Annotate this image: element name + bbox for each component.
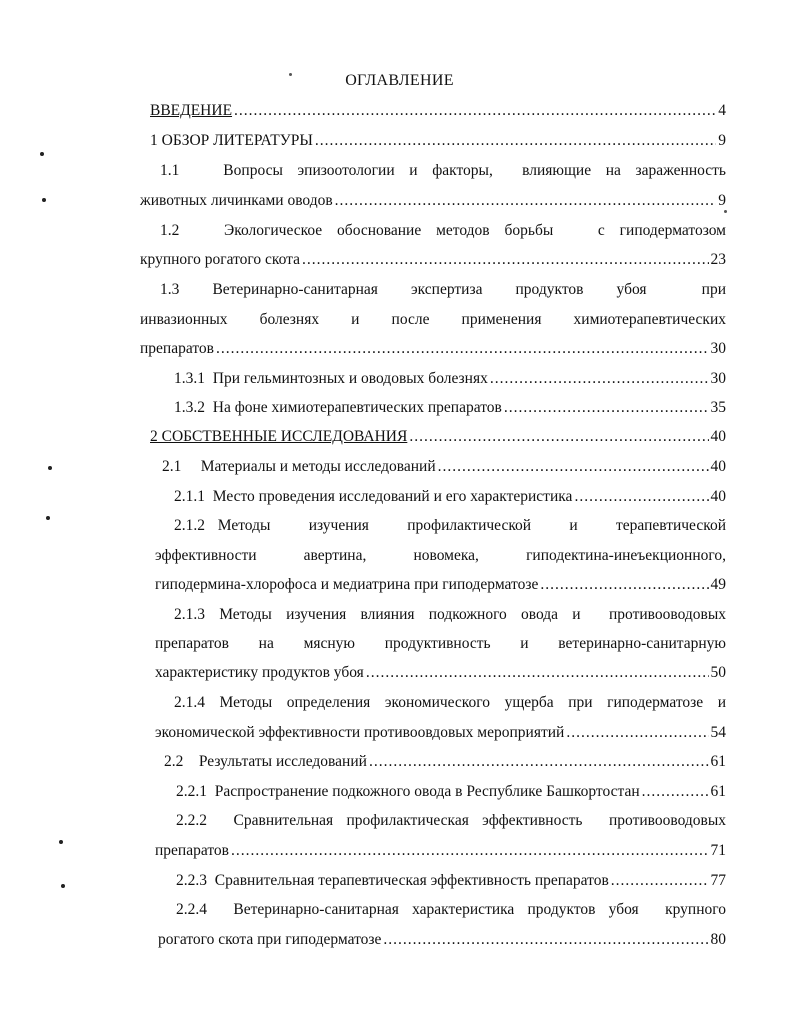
toc-entry-introduction[interactable] xyxy=(150,100,726,122)
toc-entry-2-1[interactable] xyxy=(162,456,726,478)
toc-entry-1-2-line-2[interactable] xyxy=(140,249,726,271)
scan-speck xyxy=(59,840,63,844)
toc-entry-label: рогатого скота при гиподерматозе xyxy=(158,931,382,948)
scan-speck xyxy=(724,210,727,213)
dot-leader xyxy=(369,751,709,773)
dot-leader xyxy=(409,426,708,448)
dot-leader xyxy=(438,456,709,478)
toc-page-number: 9 xyxy=(718,132,726,149)
toc-entry-label: 2.2.3 Сравнительная терапевтическая эффективность препаратов xyxy=(176,872,609,889)
toc-entry-label: 2.2.1 Распространение подкожного овода в Республике Башкортостан xyxy=(176,783,640,800)
toc-entry-label: 1.3.2 На фоне химиотерапевтических препаратов xyxy=(174,399,502,416)
toc-entry-2-2-4-line-2[interactable] xyxy=(158,929,726,951)
toc-entry-2-1-4-line-1[interactable]: 2.1.4 Методы определения экономического ущерба при гиподерматозе и xyxy=(174,694,726,711)
toc-entry-2-2-1[interactable] xyxy=(176,781,726,803)
dot-leader xyxy=(234,100,716,122)
dot-leader xyxy=(540,574,708,596)
toc-entry-label: 2.1 Материалы и методы исследований xyxy=(162,458,436,475)
toc-page-number: 54 xyxy=(710,724,726,741)
toc-page-number: 80 xyxy=(710,931,726,948)
toc-entry-label: 2.1.1 Место проведения исследований и его характеристика xyxy=(174,488,573,505)
dot-leader xyxy=(366,662,709,684)
toc-page-number: 40 xyxy=(710,488,726,505)
toc-entry-chapter-2[interactable] xyxy=(150,426,726,448)
toc-entry-label: животных личинками оводов xyxy=(140,192,333,209)
toc-entry-1-2-line-1[interactable]: 1.2 Экологическое обоснование методов борьбы с гиподерматозом xyxy=(160,222,726,239)
toc-entry-label: препаратов xyxy=(140,340,214,357)
toc-page-number: 23 xyxy=(710,251,726,268)
toc-entry-2-1-2-line-1[interactable]: 2.1.2 Методы изучения профилактической и терапевтической xyxy=(174,517,726,534)
toc-entry-label: 1 ОБЗОР ЛИТЕРАТУРЫ xyxy=(150,132,313,149)
toc-entry-chapter-1[interactable] xyxy=(150,130,726,152)
dot-leader xyxy=(335,190,717,212)
toc-entry-label: характеристику продуктов убоя xyxy=(155,664,364,681)
dot-leader xyxy=(383,929,708,951)
scan-speck xyxy=(40,152,44,156)
scan-speck xyxy=(42,198,46,202)
toc-entry-2-2-4-line-1[interactable]: 2.2.4 Ветеринарно-санитарная характеристика продуктов убоя крупного xyxy=(176,901,726,918)
toc-entry-1-3-line-3[interactable] xyxy=(140,338,726,360)
toc-page-number: 61 xyxy=(710,783,726,800)
toc-entry-1-3-line-1[interactable]: 1.3 Ветеринарно-санитарная экспертиза продуктов убоя при xyxy=(160,281,726,298)
dot-leader xyxy=(642,781,709,803)
toc-page-number: 77 xyxy=(710,872,726,889)
toc-entry-label: 2 СОБСТВЕННЫЕ ИССЛЕДОВАНИЯ xyxy=(150,428,408,445)
toc-entry-2-2-3[interactable] xyxy=(176,870,726,892)
dot-leader xyxy=(216,338,709,360)
page-title: ОГЛАВЛЕНИЕ xyxy=(345,72,454,89)
toc-entry-label: экономической эффективности противоовдовых мероприятий xyxy=(155,724,565,741)
toc-entry-2-1-1[interactable] xyxy=(174,486,726,508)
toc-entry-label: 2.2 Результаты исследований xyxy=(164,753,367,770)
toc-entry-label: гиподермина-хлорофоса и медиатрина при гиподерматозе xyxy=(155,576,539,593)
toc-page-number: 40 xyxy=(710,428,726,445)
dot-leader xyxy=(315,130,716,152)
toc-page-number: 40 xyxy=(710,458,726,475)
dot-leader xyxy=(566,722,708,744)
toc-entry-1-3-2[interactable] xyxy=(174,397,726,419)
dot-leader xyxy=(504,397,709,419)
toc-page-number: 71 xyxy=(710,842,726,859)
scan-speck xyxy=(46,516,50,520)
toc-entry-label: ВВЕДЕНИЕ xyxy=(150,102,233,119)
toc-entry-1-1-line-1[interactable]: 1.1 Вопросы эпизоотологии и факторы, влияющие на зараженность xyxy=(160,162,726,179)
toc-entry-label: препаратов xyxy=(155,842,229,859)
dot-leader xyxy=(611,870,709,892)
toc-page-number: 35 xyxy=(710,399,726,416)
scan-speck xyxy=(48,466,52,470)
toc-entry-2-1-3-line-2[interactable]: препаратов на мясную продуктивность и ветеринарно-санитарную xyxy=(155,635,726,652)
toc-page-number: 30 xyxy=(710,370,726,387)
toc-entry-1-3-1[interactable] xyxy=(174,368,726,390)
toc-entry-1-3-line-2[interactable]: инвазионных болезнях и после применения химиотерапевтических xyxy=(140,311,726,328)
toc-entry-2-2-2-line-1[interactable]: 2.2.2 Сравнительная профилактическая эффективность противооводовых xyxy=(176,812,726,829)
dot-leader xyxy=(231,840,709,862)
toc-page-number: 49 xyxy=(710,576,726,593)
toc-entry-2-2[interactable] xyxy=(164,751,726,773)
toc-page-number: 4 xyxy=(718,102,726,119)
toc-page-number: 50 xyxy=(710,664,726,681)
toc-entry-2-1-2-line-2[interactable]: эффективности авертина, новомека, гиподектина-инеъекционного, xyxy=(155,547,726,564)
scan-speck xyxy=(61,884,65,888)
toc-page-number: 9 xyxy=(718,192,726,209)
toc-entry-2-1-2-line-3[interactable] xyxy=(155,574,726,596)
dot-leader xyxy=(490,368,709,390)
toc-entry-2-1-3-line-3[interactable] xyxy=(155,662,726,684)
toc-entry-label: 1.3.1 При гельминтозных и оводовых болезнях xyxy=(174,370,488,387)
toc-page-number: 30 xyxy=(710,340,726,357)
toc-entry-2-1-4-line-2[interactable] xyxy=(155,722,726,744)
dot-leader xyxy=(302,249,708,271)
toc-entry-label: крупного рогатого скота xyxy=(140,251,301,268)
scan-speck xyxy=(289,73,292,76)
dot-leader xyxy=(574,486,708,508)
toc-entry-2-1-3-line-1[interactable]: 2.1.3 Методы изучения влияния подкожного овода и противооводовых xyxy=(174,606,726,623)
toc-entry-1-1-line-2[interactable] xyxy=(140,190,726,212)
toc-page-number: 61 xyxy=(710,753,726,770)
toc-entry-2-2-2-line-2[interactable] xyxy=(155,840,726,862)
